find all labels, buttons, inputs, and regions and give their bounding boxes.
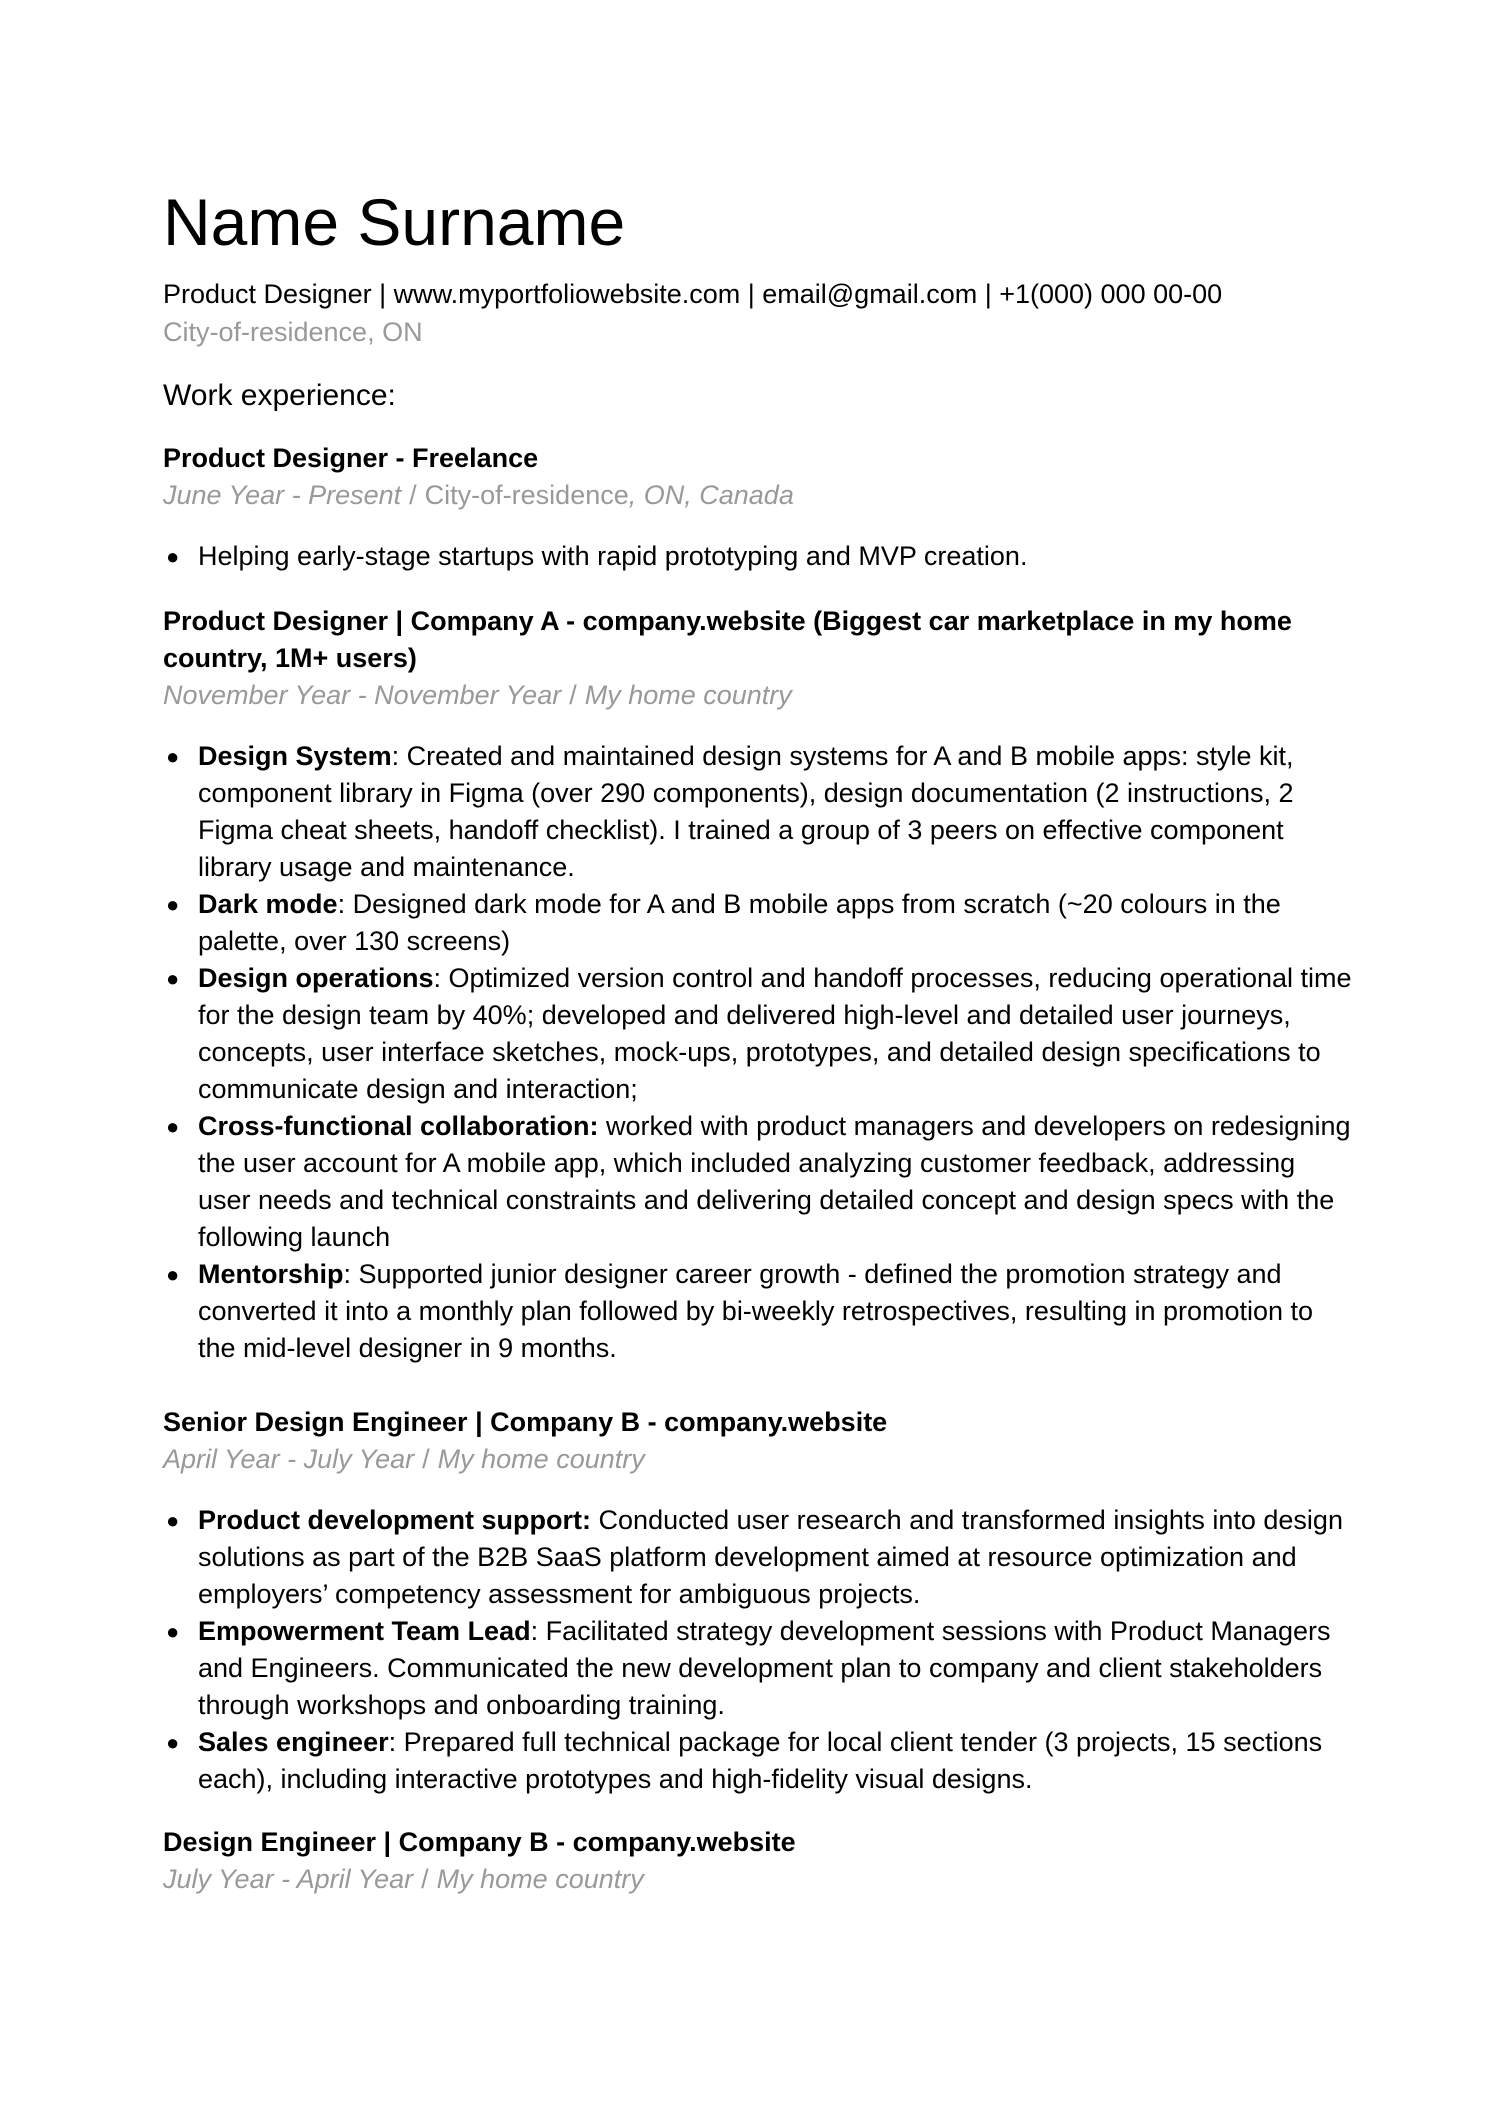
job-meta — [163, 477, 1353, 514]
job-location: My home country — [437, 1444, 645, 1474]
job-meta — [163, 1441, 1353, 1478]
job-location-city: City-of-residence — [424, 480, 629, 510]
bullet-text: : Designed dark mode for A and B mobile apps from scratch (~20 colours in the palette, over 130 screens) — [198, 889, 1281, 956]
job-title: Product Designer | Company A - company.website (Biggest car marketplace in my home country, 1M+ users) — [163, 606, 1292, 673]
bullet-text: : Optimized version control and handoff processes, reducing operational time for the design team by 40%; developed and delivered high-level and detailed user journeys, concepts, user interface sketches, mock-ups, prototypes, and detailed design specifications to communicate design and interaction; — [198, 963, 1352, 1104]
bullet-dot-icon: ● — [166, 1262, 180, 1287]
job-title: Design Engineer | Company B - company.website — [163, 1827, 796, 1857]
job-dates: July Year - April Year — [163, 1864, 414, 1894]
bullet-item — [163, 1502, 1353, 1613]
bullet-lead: Product development support: — [198, 1505, 592, 1535]
bullet-dot-icon: ● — [166, 544, 180, 569]
contact-line: Product Designer | www.myportfoliowebsite.com | email@gmail.com | +1(000) 000 00-00 — [163, 279, 1223, 309]
bullet-text: : Supported junior designer career growth - defined the promotion strategy and converted it into a monthly plan followed by bi-weekly retrospectives, resulting in promotion to the mid-level designer in 9 months. — [198, 1259, 1314, 1363]
bullet-text: Conducted user research and transformed insights into design solutions as part of the B2B SaaS platform development aimed at resource optimization and employers’ competency assessment for ambiguous projects. — [198, 1505, 1343, 1609]
job-title: Senior Design Engineer | Company B - company.website — [163, 1407, 888, 1437]
meta-separator: / — [569, 680, 577, 710]
bullet-text: : Facilitated strategy development sessions with Product Managers and Engineers. Communicated the new development plan to company and client stakeholders through workshops and onboarding training. — [198, 1616, 1331, 1720]
bullet-dot-icon: ● — [166, 1619, 180, 1644]
bullet-item — [163, 1256, 1353, 1367]
bullet-item — [163, 538, 1353, 575]
bullet-item — [163, 1724, 1353, 1798]
bullet-dot-icon: ● — [166, 892, 180, 917]
bullet-lead: Empowerment Team Lead — [198, 1616, 531, 1646]
job-location-region: , ON, Canada — [628, 480, 794, 510]
job-title: Product Designer - Freelance — [163, 443, 539, 473]
job-meta — [163, 677, 1353, 714]
bullet-dot-icon: ● — [166, 966, 180, 991]
bullet-text: : Created and maintained design systems for A and B mobile apps: style kit, component library in Figma (over 290 components), design documentation (2 instructions, 2 Figma cheat sheets, handoff checklist). I trained a group of 3 peers on effective component library usage and maintenance. — [198, 741, 1294, 882]
bullet-item — [163, 1613, 1353, 1724]
job-bullets — [163, 538, 1353, 575]
bullet-dot-icon: ● — [166, 744, 180, 769]
bullet-lead: Mentorship — [198, 1259, 344, 1289]
bullet-dot-icon: ● — [166, 1508, 180, 1533]
meta-separator: / — [409, 480, 417, 510]
job-entry — [163, 603, 1353, 1367]
meta-separator: / — [421, 1864, 429, 1894]
job-dates: April Year - July Year — [163, 1444, 415, 1474]
job-entry — [163, 1404, 1353, 1798]
job-location: My home country — [436, 1864, 644, 1894]
bullet-text: Helping early-stage startups with rapid prototyping and MVP creation. — [198, 541, 1028, 571]
bullet-item — [163, 1108, 1353, 1256]
bullet-dot-icon: ● — [166, 1114, 180, 1139]
job-dates: November Year - November Year — [163, 680, 562, 710]
bullet-lead: Design System — [198, 741, 392, 771]
work-experience-heading: Work experience: — [163, 379, 396, 412]
bullet-text: worked with product managers and developers on redesigning the user account for A mobile app, which included analyzing customer feedback, addressing user needs and technical constraints and delivering detailed concept and design specs with the following launch — [198, 1111, 1351, 1252]
job-bullets — [163, 1502, 1353, 1798]
job-entry — [163, 1824, 1353, 1898]
bullet-item — [163, 886, 1353, 960]
job-dates: June Year - Present — [163, 480, 402, 510]
job-meta — [163, 1861, 1353, 1898]
bullet-lead: Cross-functional collaboration: — [198, 1111, 599, 1141]
bullet-lead: Design operations — [198, 963, 434, 993]
job-location: My home country — [584, 680, 792, 710]
bullet-item — [163, 960, 1353, 1108]
bullet-lead: Sales engineer — [198, 1727, 389, 1757]
job-bullets — [163, 738, 1353, 1367]
bullet-item — [163, 738, 1353, 886]
job-entry — [163, 440, 1353, 575]
meta-separator: / — [422, 1444, 430, 1474]
residence-location: City-of-residence, ON — [163, 317, 423, 347]
bullet-lead: Dark mode — [198, 889, 338, 919]
bullet-text: : Prepared full technical package for local client tender (3 projects, 15 sections each), including interactive prototypes and high-fidelity visual designs. — [198, 1727, 1323, 1794]
candidate-name: Name Surname — [163, 185, 626, 259]
bullet-dot-icon: ● — [166, 1730, 180, 1755]
